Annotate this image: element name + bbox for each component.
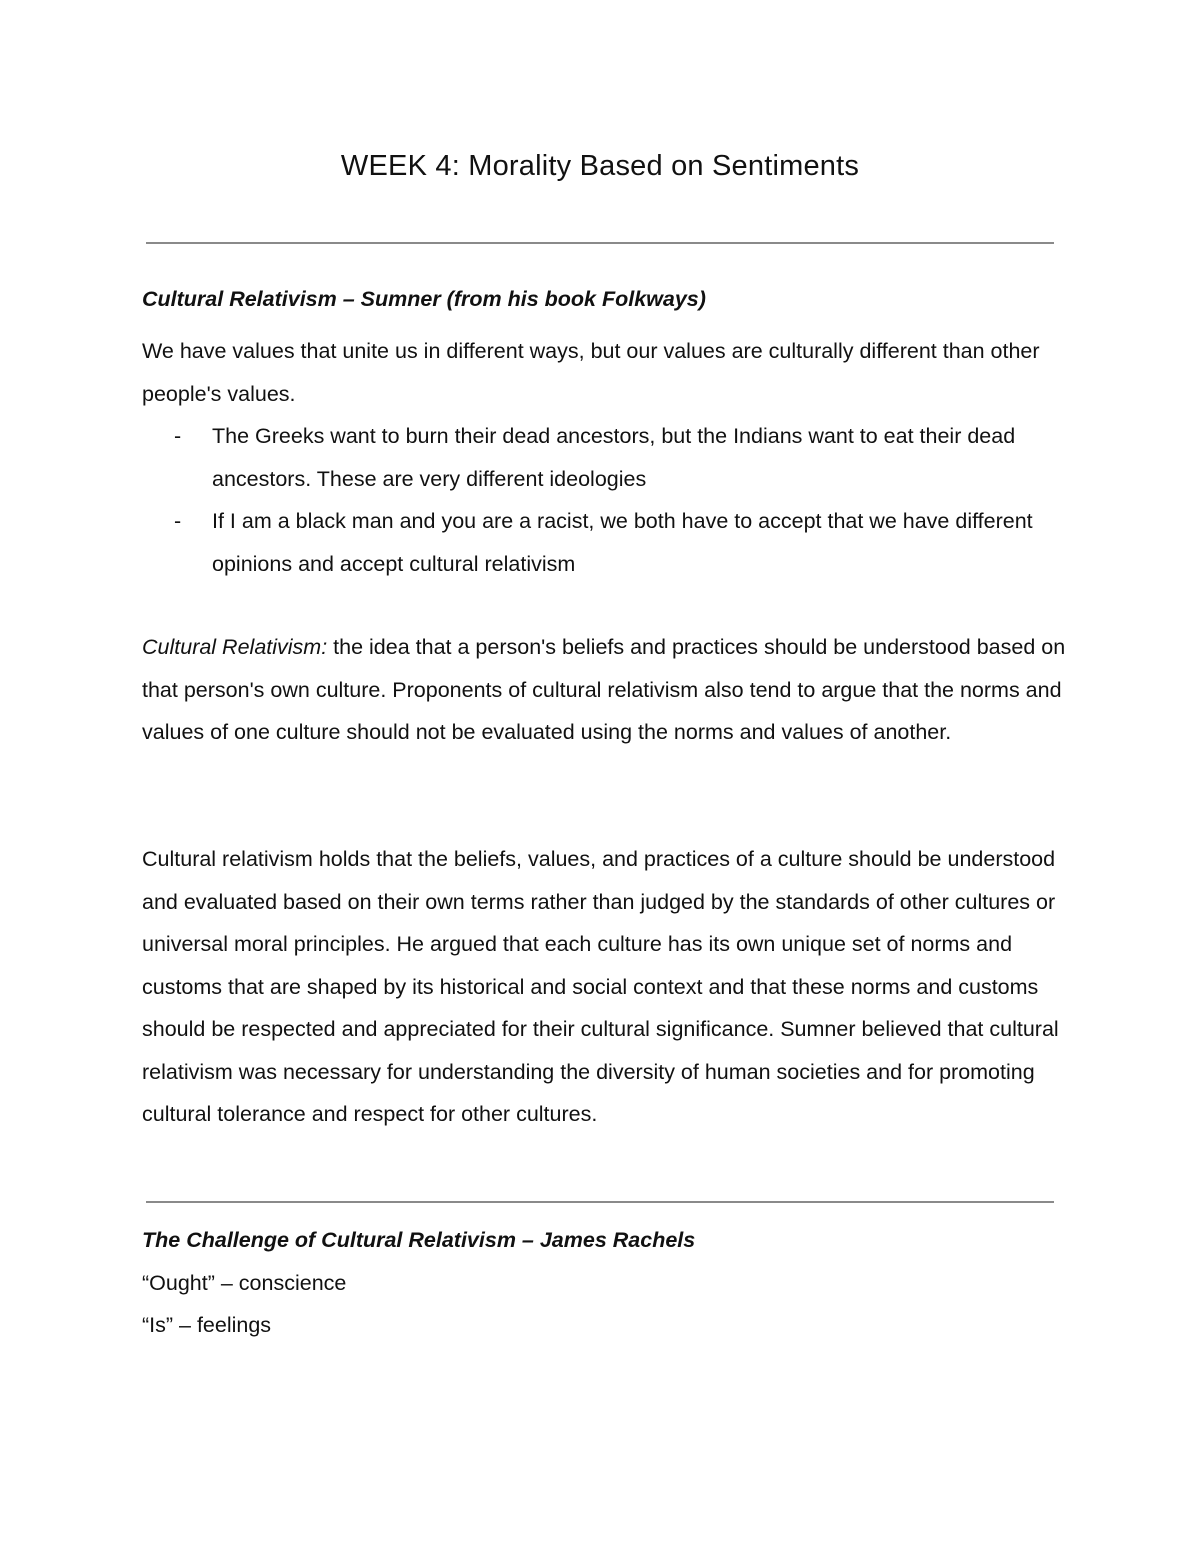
- bullet-marker: -: [174, 509, 182, 533]
- definition-term: Cultural Relativism:: [142, 635, 328, 659]
- definition-paragraph: [142, 626, 1072, 754]
- body-paragraph: Cultural relativism holds that the beliefs, values, and practices of a culture should be understood and evaluated based on their own terms rather than judged by the standards of other cultures or universal moral principles. He argued that each culture has its own unique set of norms and customs that are shaped by its historical and social context and that these norms and customs should be respected and appreciated for their cultural significance. Sumner believed that cultural relativism was necessary for understanding the diversity of human societies and for promoting cultural tolerance and respect for other cultures.: [142, 847, 1059, 1126]
- bullet-list: [142, 415, 1042, 585]
- list-item-text: The Greeks want to burn their dead ancestors, but the Indians want to eat their dead ancestors. These are very different ideologies: [212, 424, 1016, 491]
- bullet-marker: -: [174, 424, 182, 448]
- intro-paragraph: We have values that unite us in different ways, but our values are culturally different than other people's values.: [142, 339, 1040, 406]
- horizontal-rule: [146, 242, 1054, 244]
- section-heading-challenge: The Challenge of Cultural Relativism – James Rachels: [142, 1228, 696, 1252]
- list-item: [142, 500, 1042, 585]
- is-line: “Is” – feelings: [142, 1313, 272, 1337]
- ought-line: “Ought” – conscience: [142, 1271, 347, 1295]
- section-heading-cultural-relativism: Cultural Relativism – Sumner (from his book Folkways): [142, 287, 706, 311]
- page-title: WEEK 4: Morality Based on Sentiments: [340, 150, 860, 182]
- list-item: [142, 415, 1042, 500]
- horizontal-rule: [146, 1201, 1054, 1203]
- definition-text: the idea that a person's beliefs and practices should be understood based on that person's own culture. Proponents of cultural relativism also tend to argue that the norms and values of one culture should not be evaluated using the norms and values of another.: [142, 635, 1066, 744]
- list-item-text: If I am a black man and you are a racist, we both have to accept that we have different opinions and accept cultural relativism: [212, 509, 1033, 576]
